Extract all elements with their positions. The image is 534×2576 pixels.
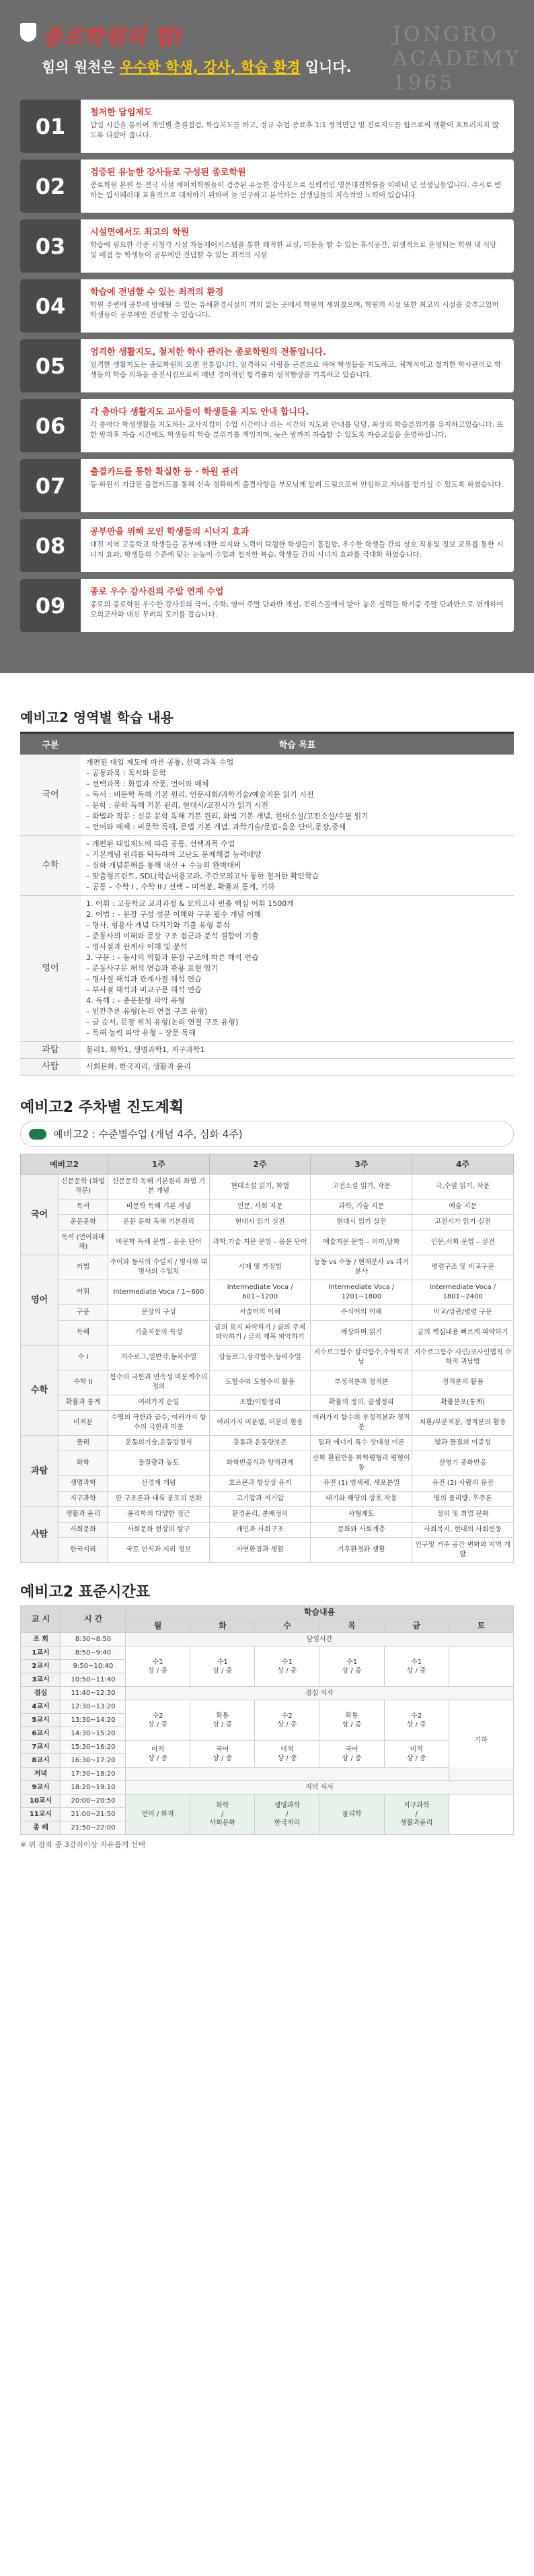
period-time: 10:50~11:40 — [61, 1673, 126, 1687]
plan-subject: 독서 — [59, 1199, 108, 1215]
day-header: 목 — [319, 1620, 384, 1633]
plan-cell: 유전 (1) 염색체, 세포분열 — [311, 1476, 412, 1492]
period-label: 종 례 — [21, 1821, 61, 1835]
plan-row — [21, 1436, 514, 1451]
class-cell: 수1 상 / 중 — [255, 1646, 319, 1687]
period-time: 8:30~8:50 — [61, 1633, 126, 1646]
feature-desc: 등·하원시 지급된 출결카드를 통해 신속 정확하게 출결사항을 부모님께 알려 드림으로써 안심하고 자녀를 맡기실 수 있도록 하였습니다. — [90, 481, 504, 489]
plan-row — [21, 1395, 514, 1411]
class-cell: 국어 상 / 중 — [319, 1741, 384, 1768]
plan-cell: 자연환경과 생활 — [209, 1538, 311, 1563]
plan-row — [21, 1175, 514, 1199]
period-label: 7교시 — [21, 1741, 61, 1754]
bullet-icon — [29, 1129, 46, 1140]
plan-subject: 독해 — [59, 1321, 108, 1346]
plan-cell: 충돌과 운동량보존 — [209, 1436, 311, 1451]
feature-item — [20, 459, 514, 512]
class-cell: 수2 상 / 중 — [255, 1700, 319, 1741]
plan-cell: 사형제도 — [311, 1507, 412, 1523]
hero-subtitle: 힘의 원천은 우수한 학생, 강사, 학습 환경 입니다. — [42, 59, 352, 75]
day-header: 금 — [384, 1620, 449, 1633]
period-time: 14:30~15:20 — [61, 1727, 126, 1741]
plan-cell: 정의 및 취업 문화 — [412, 1507, 514, 1523]
plan-cell: 서술어의 이해 — [209, 1305, 311, 1321]
plan-group: 과탐 — [21, 1436, 59, 1507]
feature-item — [20, 279, 514, 333]
plan-cell: 수열의 극한과 급수, 여러가지 함수의 극한과 미분 — [108, 1411, 210, 1436]
period-label: 5교시 — [21, 1714, 61, 1727]
plan-cell: 유전 (2) 사람의 유전 — [412, 1476, 514, 1492]
plan-cell: 확률의 정의, 곱셈정리 — [311, 1395, 412, 1411]
feature-list — [20, 100, 514, 632]
period-time: 8:50~9:40 — [61, 1646, 126, 1660]
row-goal: 1. 어휘 : 고등학교 교과과정 & 모의고사 빈출 핵심 어휘 1500개 2. 어법 : – 문장 구성 성분 이해와 구문 필수 개념 이해 – 명사, 형용사 개념 다지기와 기출 유형 분석 – 준동사의 이해와 문장 구조 접근과 분석 결합이 기출 – 명사절과 관계사 이해 및 분석 3. 구문 : – 동사의 역할과 문장 구조에 따른 해석 연습 – 준동사구문 해석 연습과 관용 표현 암기 – 명사절 해석과 관계사절 해석 연습 – 부사절 해석과 비교구문 해석 연습 4. 독해 : – 총운문항 파악 유형 – 빈칸추론 유형(논리 연결 구조 유형) – 글 순서, 문장 위치 유형(논리 연결 구조 유형) – 독해 능력 파악 유형 – 장문 독해 — [81, 896, 514, 1042]
timetable — [20, 1605, 514, 1835]
plan-subject: 운문문학 — [59, 1215, 108, 1230]
plan-subject: 한국지리 — [59, 1538, 108, 1563]
feature-number: 08 — [20, 519, 81, 572]
day-header: 수 — [255, 1620, 319, 1633]
class-cell: 화학 / 사회문화 — [190, 1795, 255, 1835]
feature-text — [81, 399, 514, 452]
plan-group: 국어 — [21, 1175, 59, 1255]
period-label: 6교시 — [21, 1727, 61, 1741]
feature-text — [81, 160, 514, 213]
row-category: 수학 — [20, 836, 81, 896]
feature-number: 02 — [20, 160, 81, 213]
feature-number: 06 — [20, 399, 81, 452]
plan-group: 영어 — [21, 1255, 59, 1346]
row-category: 과탐 — [20, 1042, 81, 1059]
feature-item — [20, 399, 514, 452]
plan-cell: 지수로그,일반각,동차수열 — [108, 1346, 210, 1370]
plan-cell: 산염기 중화반응 — [412, 1451, 514, 1476]
feature-number: 09 — [20, 579, 81, 632]
plan-subject: 화학 — [59, 1451, 108, 1476]
plan-cell: 조합/이항정리 — [209, 1395, 311, 1411]
plan-cell: 운동의기술,운동방정식 — [108, 1436, 210, 1451]
timetable-note: ※ 위 강좌 중 3강좌이상 자유롭게 선택 — [20, 1840, 145, 1849]
plan-row — [21, 1199, 514, 1215]
feature-item — [20, 579, 514, 632]
class-cell: 수2 상 / 중 — [384, 1700, 449, 1741]
col-content: 학습내용 — [126, 1606, 514, 1620]
col-goal: 학습 목표 — [81, 734, 514, 755]
plan-cell: 고전소설 읽기, 작문 — [311, 1175, 412, 1199]
period-label: 10교시 — [21, 1795, 61, 1808]
plan-cell: 예상하며 읽기 — [311, 1321, 412, 1346]
plan-cell: 도함수와 도함수의 활용 — [209, 1370, 311, 1395]
feature-text — [81, 219, 514, 273]
feature-title: 공부만을 위해 모인 학생들의 시너지 효과 — [90, 527, 250, 537]
plan-cell: 사회문화 현상의 탐구 — [108, 1523, 210, 1538]
plan-cell: 삼등로그,삼각함수,등비수열 — [209, 1346, 311, 1370]
period-label: 1교시 — [21, 1646, 61, 1660]
plan-row — [21, 1321, 514, 1346]
plan-cell: 일과 에너지 특수 상대성 이론 — [311, 1436, 412, 1451]
plan-cell: 문화와 사회계층 — [311, 1523, 412, 1538]
plan-cell: 글의 핵심내용 빠르게 파악하기 — [412, 1321, 514, 1346]
table-row — [20, 1059, 514, 1076]
class-cell: 수1 상 / 중 — [319, 1646, 384, 1687]
plan-group: 사탐 — [21, 1507, 59, 1563]
plan-header: 2주 — [209, 1154, 311, 1175]
plan-row — [21, 1346, 514, 1370]
feature-title: 학습에 전념할 수 있는 최적의 환경 — [90, 287, 224, 298]
class-cell: 미적 상 / 중 — [126, 1741, 190, 1768]
period-label: 저녁 — [21, 1768, 61, 1781]
feature-desc: 종로의 종로학원 우수한 강사진의 국어, 수학, 영어 주말 단과반 개설, 전리스콜에서 받아 놓은 실력들 학기중 주말 단과반으로 연계하여 모의고사와 내신 무려의 토끼를 잡습니다. — [90, 600, 504, 619]
plan-cell: 치환/부분적분, 정적분의 활용 — [412, 1411, 514, 1436]
plan-subject: 물리 — [59, 1436, 108, 1451]
feature-text — [81, 100, 514, 153]
period-time: 21:00~21:50 — [61, 1808, 126, 1821]
feature-desc: 학습에 필요한 각종 시청각 시설 자동제어시스템을 통한 쾌적한 교실, 미용을 할 수 있는 휴식공간, 위생적으로 운영되는 학원 내 식당 및 매점 등 학생들이 공부에만 전념할 수 있는 최적의 시설 — [90, 241, 497, 259]
plan-cell: 고전시가 읽기 실전 — [412, 1215, 514, 1230]
class-cell: 수2 상 / 중 — [126, 1700, 190, 1741]
class-cell: 미적 상 / 중 — [384, 1741, 449, 1768]
plan-cell: 인문,사회 문법 – 실전 — [412, 1230, 514, 1255]
period-label: 4교시 — [21, 1700, 61, 1714]
plan-cell: 예술지문 문법 – 의미,담화 — [311, 1230, 412, 1255]
plan-cell: 기출지문의 특성 — [108, 1321, 210, 1346]
plan-row — [21, 1230, 514, 1255]
plan-row — [21, 1255, 514, 1280]
plan-cell: 비문학 독해 문법 – 음운 단어 — [108, 1230, 210, 1255]
row-goal: 개편된 대입 제도에 따른 공통, 선택 과목 수업 – 공통과목 : 독서와 문학 – 선택과목 : 화법과 작문, 언어와 매체 – 독서 : 비문학 독해 기본 원리, 인문사회/과학기술/예술지문 읽기 시전 – 문학 : 문학 독해 기본 원리, 현대시/고전시가 읽기 시전 – 화법과 작문 : 신문 문학 독해 기본 원리, 화법 기본 개념, 현대소설/고전소설/수필 읽기 – 언어와 매체 : 비문학 독해, 문법 기본 개념, 과학기술/문법–음운 단어,문장,중세 — [81, 755, 514, 836]
plan-cell: 물질량과 농도 — [108, 1451, 210, 1476]
span-cell — [126, 1768, 514, 1781]
plan-row — [21, 1215, 514, 1230]
feature-title: 검증된 유능한 강사들로 구성된 종로학원 — [90, 168, 246, 178]
day-header: 화 — [190, 1620, 255, 1633]
plan-subject: 수학 II — [59, 1370, 108, 1395]
plan-cell: Intermediate Voca / 1~600 — [108, 1280, 210, 1305]
plan-title: 예비고2 주차별 진도계획 — [20, 1099, 184, 1116]
class-cell: 수1 상 / 중 — [190, 1646, 255, 1687]
plan-cell: 함수의 극한과 연속성 미분계수의 정의 — [108, 1370, 210, 1395]
plan-cell: 문장의 구성 — [108, 1305, 210, 1321]
feature-item — [20, 339, 514, 392]
plan-cell: 신경계 개념 — [108, 1476, 210, 1492]
plan-row — [21, 1538, 514, 1563]
feature-text — [81, 339, 514, 392]
plan-cell: 과학,기술 지문 문법 – 음운 단어 — [209, 1230, 311, 1255]
feature-text — [81, 579, 514, 632]
plan-cell: 별의 물리량, 우주론 — [412, 1492, 514, 1507]
class-cell: 생명과학 / 한국지리 — [255, 1795, 319, 1835]
class-cell: 미적 상 / 중 — [255, 1741, 319, 1768]
row-category: 영어 — [20, 896, 81, 1042]
plan-cell: 인문, 사회 지문 — [209, 1199, 311, 1215]
plan-cell: 극,수필 읽기, 작문 — [412, 1175, 514, 1199]
feature-title: 각 층마다 생활지도 교사들이 학생들을 지도 안내 합니다. — [90, 407, 309, 417]
period-time: 18:20~19:10 — [61, 1781, 126, 1795]
plan-subject: 미적분 — [59, 1411, 108, 1436]
weekly-plan-table — [20, 1154, 514, 1563]
feature-item — [20, 160, 514, 213]
feature-number: 05 — [20, 339, 81, 392]
plan-subject: 독서 (언어와매체) — [59, 1230, 108, 1255]
plan-cell: 개인과 사회구조 — [209, 1523, 311, 1538]
period-label: 2교시 — [21, 1660, 61, 1673]
day-header: 월 — [126, 1620, 190, 1633]
period-time: 17:30~18:20 — [61, 1768, 126, 1781]
class-cell: 수1 상 / 중 — [126, 1646, 190, 1687]
class-cell: 수1 상 / 중 — [384, 1646, 449, 1687]
feature-item — [20, 219, 514, 273]
feature-title: 엄격한 생활지도, 철저한 학사 관리는 종로학원의 전통입니다. — [90, 347, 326, 357]
plan-subject: 어휘 — [59, 1280, 108, 1305]
plan-cell: 확률분포(통계) — [412, 1395, 514, 1411]
feature-item — [20, 100, 514, 153]
plan-row — [21, 1411, 514, 1436]
feature-number: 01 — [20, 100, 81, 153]
plan-row — [21, 1476, 514, 1492]
plan-subject: 확률과 통계 — [59, 1395, 108, 1411]
plan-cell: 현대소설 읽기, 화법 — [209, 1175, 311, 1199]
plan-cell: 지수로그함수 삼각함수,수학적귀납 — [311, 1346, 412, 1370]
plan-subject: 신문문학 (화법작문) — [59, 1175, 108, 1199]
plan-row — [21, 1492, 514, 1507]
table-row — [20, 896, 514, 1042]
plan-subject: 지구과학 — [59, 1492, 108, 1507]
plan-cell: 시제 및 가정법 — [209, 1255, 311, 1280]
plan-cell: 비교/상관/병렬 구문 — [412, 1305, 514, 1321]
plan-cell: 여러가지 순열 — [108, 1395, 210, 1411]
section1-title: 예비고2 영역별 학습 내용 — [20, 697, 514, 734]
plan-cell: 환경윤리, 분배정의 — [209, 1507, 311, 1523]
plan-cell: 지수로그함수 사인/코사인법칙 수학적 귀납법 — [412, 1346, 514, 1370]
period-time: 13:30~14:20 — [61, 1714, 126, 1727]
span-cell: 담임시간 — [126, 1633, 514, 1646]
plan-cell: Intermediate Voca / 601~1200 — [209, 1280, 311, 1305]
table-row — [20, 836, 514, 896]
table-row — [20, 755, 514, 836]
table-row — [20, 1042, 514, 1059]
class-cell: 물리학 — [319, 1795, 384, 1835]
period-label: 11교시 — [21, 1808, 61, 1821]
plan-cell: 비문학 독해 기본 개념 — [108, 1199, 210, 1215]
feature-title: 시설면에서도 최고의 학원 — [90, 228, 190, 238]
plan-subject: 구문 — [59, 1305, 108, 1321]
plan-cell: 윤리학의 다양한 접근 — [108, 1507, 210, 1523]
timetable-title: 예비고2 표준시간표 — [20, 1584, 150, 1601]
plan-cell: 판 구조론과 대륙 분포의 변화 — [108, 1492, 210, 1507]
plan-cell: 정적분의 활용 — [412, 1370, 514, 1395]
feature-title: 철저한 담임제도 — [90, 108, 153, 118]
timetable-row — [21, 1700, 514, 1714]
plan-cell: 능동 vs 수동 / 현재분사 vs 과거분사 — [311, 1255, 412, 1280]
hero-section — [0, 0, 534, 673]
feature-desc: 담임 시간을 통하여 개인별 출결점검, 학습지도를 하고, 정규 수업 종료후 1:1 성적면담 및 진로지도를 합으로써 생활이 흐트러지지 않도록 다잡아 줍니다. — [90, 121, 499, 139]
plan-cell: 글의 요지 파악하기 / 글의 주제 파악하기 / 글의 제목 파악하기 — [209, 1321, 311, 1346]
plan-subject: 어법 — [59, 1255, 108, 1280]
period-label: 3교시 — [21, 1673, 61, 1687]
empty-cell — [449, 1646, 513, 1687]
period-label: 9교시 — [21, 1781, 61, 1795]
feature-text — [81, 279, 514, 333]
period-time: 15:30~16:20 — [61, 1741, 126, 1754]
col-period: 교 시 — [21, 1606, 61, 1633]
plan-cell: Intermediate Voca / 1801~2400 — [412, 1280, 514, 1305]
study-content-table — [20, 734, 514, 1076]
plan-row — [21, 1370, 514, 1395]
timetable-row — [21, 1795, 514, 1808]
feature-text — [81, 459, 514, 512]
feature-title: 종로 우수 강사진의 주말 연계 수업 — [90, 587, 224, 597]
plan-subtitle — [20, 1121, 514, 1147]
plan-subject: 생활과 윤리 — [59, 1507, 108, 1523]
class-cell: 확통 상 / 중 — [190, 1700, 255, 1741]
feature-number: 03 — [20, 219, 81, 273]
plan-header: 4주 — [412, 1154, 514, 1175]
plan-row — [21, 1507, 514, 1523]
col-category: 구분 — [20, 734, 81, 755]
period-label: 8교시 — [21, 1754, 61, 1768]
watermark: JONGRO ACADEMY 1965 — [393, 23, 521, 95]
plan-group: 수학 — [21, 1346, 59, 1436]
class-cell: 확통 상 / 중 — [319, 1700, 384, 1741]
class-cell: 언어 / 화작 — [126, 1795, 190, 1835]
plan-row — [21, 1280, 514, 1305]
span-cell: 점심 식사 — [126, 1687, 514, 1700]
plan-cell: 호르몬과 항상성 유지 — [209, 1476, 311, 1492]
period-time: 11:40~12:30 — [61, 1687, 126, 1700]
plan-row — [21, 1451, 514, 1476]
span-cell: 저녁 식사 — [126, 1781, 514, 1795]
plan-cell: 대기와 해양의 상호 작용 — [311, 1492, 412, 1507]
plan-cell: 부정적분과 정적분 — [311, 1370, 412, 1395]
row-goal: 물리1, 화학1, 생명과학1, 지구과학1 — [81, 1042, 514, 1059]
feature-item — [20, 519, 514, 572]
plan-subject: 생명과학 — [59, 1476, 108, 1492]
plan-cell: 인구및 거주 공간 변화와 지역 개발 — [412, 1538, 514, 1563]
plan-cell: 빛과 물질의 이중성 — [412, 1436, 514, 1451]
timetable-row — [21, 1768, 514, 1781]
col-time: 시 간 — [61, 1606, 126, 1633]
plan-subtitle-text: 예비고2 : 수준별수업 (개념 4주, 심화 4주) — [53, 1128, 243, 1140]
timetable-row — [21, 1687, 514, 1700]
timetable-row — [21, 1781, 514, 1795]
saturday-cell: 기하 — [449, 1700, 513, 1781]
plan-cell: 고기압과 저기압 — [209, 1492, 311, 1507]
plan-subject: 수 I — [59, 1346, 108, 1370]
period-time: 21:50~22:00 — [61, 1821, 126, 1835]
plan-cell: 예술 지문 — [412, 1199, 514, 1215]
plan-header: 예비고2 — [21, 1154, 108, 1175]
plan-cell: 주어와 동사의 수일치 / 명사와 대명사의 수일치 — [108, 1255, 210, 1280]
class-cell: 국어 상 / 중 — [190, 1741, 255, 1768]
plan-row — [21, 1523, 514, 1538]
timetable-row — [21, 1646, 514, 1660]
row-category: 사탐 — [20, 1059, 81, 1076]
plan-cell: 화학반응식과 양적관계 — [209, 1451, 311, 1476]
timetable-row — [21, 1633, 514, 1646]
period-label: 조 회 — [21, 1633, 61, 1646]
feature-desc: 대전 지역 고등학교 학생들을 공부에 대한 의지와 노력이 탁월한 학생들이 흩집합, 우수한 학생들 간의 상호 작용및 정보 교류를 통한 시너지 효과, 학생들의 수준에 맞는 눈높이 수업과 철저한 복습, 학생들 간의 시너지 효과를 극대화 하였습니다. — [90, 541, 504, 559]
plan-header: 3주 — [311, 1154, 412, 1175]
plan-cell: 과학, 기술 지문 — [311, 1199, 412, 1215]
empty-cell — [449, 1795, 513, 1835]
plan-cell: Intermediate Voca / 1201~1800 — [311, 1280, 412, 1305]
plan-cell: 신문문학 독해 기본원리 화법 기본 개념 — [108, 1175, 210, 1199]
plan-cell: 여러가지 함수의 부정적분과 정적분 — [311, 1411, 412, 1436]
row-goal: 사회문화, 한국지리, 생활과 윤리 — [81, 1059, 514, 1076]
plan-cell: 수식어의 이해 — [311, 1305, 412, 1321]
plan-subject: 사회문화 — [59, 1523, 108, 1538]
period-label: 점심 — [21, 1687, 61, 1700]
feature-desc: 종로학원 본원 등 전국 사설 에이치학원들이 검증된 유능한 강사진으로 신뢰적인 명문대진학률을 이뤄내 년 선생님들입니다. 수시로 변하는 입시패러대 효율적으로 대처하기 위하여 늘 연구하고 분석하는 선생님들의 지속적인 노력이 있습니다. — [90, 181, 502, 199]
class-cell: 지구과학 / 생활과윤리 — [384, 1795, 449, 1835]
feature-number: 04 — [20, 279, 81, 333]
plan-cell: 산화 환원반응 화학평형과 평형이동 — [311, 1451, 412, 1476]
period-time: 12:30~13:20 — [61, 1700, 126, 1714]
plan-cell: 현대시 읽기 실전 — [311, 1215, 412, 1230]
plan-cell: 운문 문학 독해 기본원리 — [108, 1215, 210, 1230]
period-time: 9:50~10:40 — [61, 1660, 126, 1673]
feature-desc: 각 층마다 학생생활을 지도하는 교사지킴이 수업 시간이나 쉬는 시간의 지도와 안내를 담당, 최상의 학습분위기를 유지하고있습니다. 또한 방과후 자습 시간에도 학생들의 학습 분위기를 책임지며, 늦은 밤까지 자습할 수 있도록 자습교실을 운영하십니다. — [90, 421, 504, 439]
row-category: 국어 — [20, 755, 81, 836]
plan-cell: 병렬구조 및 비교구문 — [412, 1255, 514, 1280]
plan-cell: 기후환경과 생활 — [311, 1538, 412, 1563]
feature-title: 출결카드를 통한 확실한 등 · 하원 관리 — [90, 467, 239, 477]
plan-cell: 현대시 읽기 실전 — [209, 1215, 311, 1230]
plan-cell: 사회복지, 현대의 사회변동 — [412, 1523, 514, 1538]
plan-row — [21, 1305, 514, 1321]
plan-cell: 여러가지 미분법, 미분의 활용 — [209, 1411, 311, 1436]
plan-cell: 국토 인식과 지리 정보 — [108, 1538, 210, 1563]
feature-desc: 학원 주변에 공부에 방해될 수 있는 유해환경시설이 거의 없는 곳에서 학원의 세워졌으며, 학원의 시설 또한 최고의 시설을 갖추고있어 학생들이 공부에만 전념할 수 있습니다. — [90, 301, 499, 319]
timetable-row — [21, 1741, 514, 1754]
period-time: 20:00~20:50 — [61, 1795, 126, 1808]
row-goal: – 개편된 대입제도에 따른 공통, 선택과목 수업 – 기본개념 원리를 탁득하여 고난도 문제해결 능력배양 – 심화 개념분해를 통해 내신 + 수능의 완벽대비 – 맞춤형프린트, SDL(학습내용고과, 주간모의고사 통한 철저한 확인학습 – 공통 – 수학 I , 수학 II / 선택 – 미적분, 확률과 통계, 기하 — [81, 836, 514, 896]
feature-text — [81, 519, 514, 572]
feature-desc: 엄격한 생활지도는 종로학원의 오랜 전통입니다. 엄격하되 사랑을 근본으로 하여 학생들을 지도하고, 체계적이고 철저한 학사관리로 학생들의 학습 의욕을 증진시킴으로써 매년 경이적인 합격률과 성적향상을 기록하고 있습니다. — [90, 361, 502, 379]
period-time: 16:30~17:20 — [61, 1754, 126, 1768]
hero-title: 종로학원의 힘! — [42, 24, 184, 50]
feature-number: 07 — [20, 459, 81, 512]
plan-header: 1주 — [108, 1154, 210, 1175]
day-header: 토 — [449, 1620, 513, 1633]
